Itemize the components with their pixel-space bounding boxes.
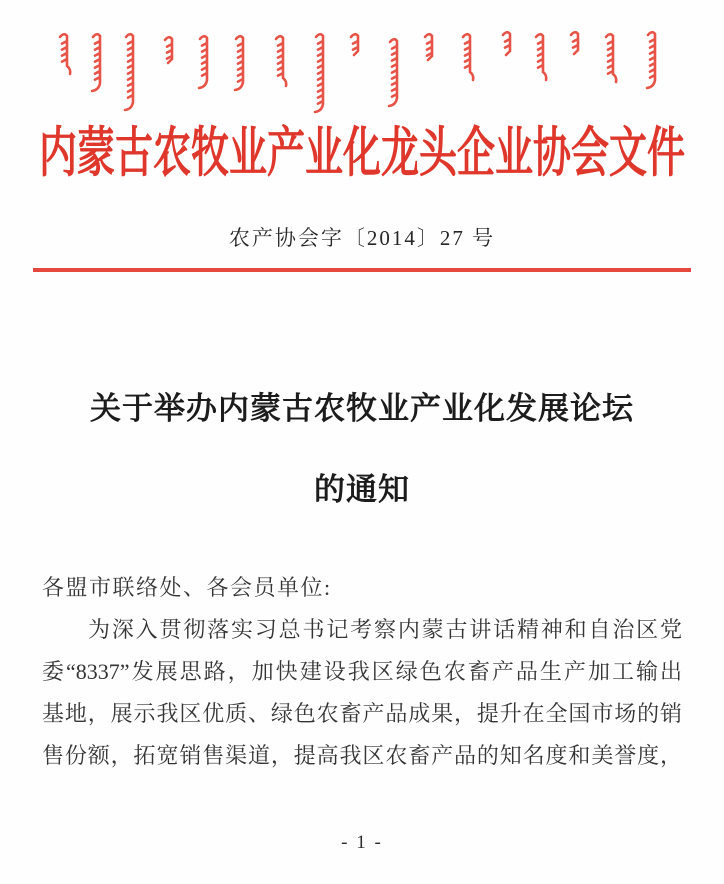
- body-line: 售份额，拓宽销售渠道，提高我区农畜产品的知名度和美誉度，: [42, 743, 682, 768]
- page-number: - 1 -: [341, 832, 383, 853]
- notice-title-line2: 的通知: [314, 472, 410, 507]
- body-line: 基地，展示我区优质、绿色农畜产品成果，提升在全国市场的销: [42, 701, 682, 726]
- notice-title-line1: 关于举办内蒙古农牧业产业化发展论坛: [90, 391, 634, 426]
- body-line: 委“8337”发展思路，加快建设我区绿色农畜产品生产加工输出: [42, 659, 682, 684]
- red-divider-rule: [33, 268, 691, 272]
- org-title: 内蒙古农牧业产业化龙头企业协会文件: [38, 124, 685, 184]
- mongolian-script-icon: [0, 28, 724, 133]
- doc-number: 农产协会字〔2014〕27 号: [228, 226, 496, 250]
- notice-body: [42, 609, 682, 777]
- salutation: 各盟市联络处、各会员单位:: [42, 575, 332, 600]
- body-line: 为深入贯彻落实习总书记考察内蒙古讲话精神和自治区党: [88, 617, 682, 642]
